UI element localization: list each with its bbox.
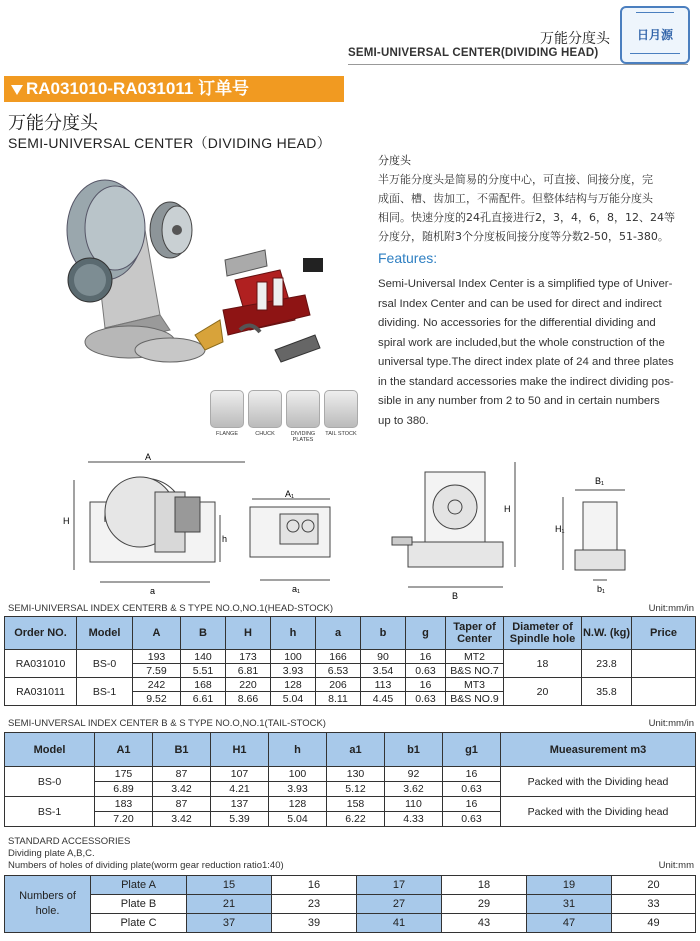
logo-decoration — [636, 12, 674, 16]
td: 166 — [316, 650, 361, 664]
table1-unit: Unit:mm/in — [648, 603, 694, 614]
table-row — [5, 650, 696, 664]
desc-cn-line: 成面、槽、齿加工，不需配件。但整体结构与万能分度头 — [378, 192, 653, 205]
th: a1 — [327, 733, 385, 767]
td: Packed with the Dividing head — [501, 797, 696, 827]
head-stock-drawing — [60, 452, 360, 602]
td: 6.53 — [316, 664, 361, 678]
th: N.W. (kg) — [582, 617, 632, 650]
td: 23.8 — [582, 650, 632, 678]
td: RA031010 — [5, 650, 77, 678]
brand-logo — [620, 6, 690, 64]
td: 39 — [272, 914, 357, 933]
desc-en-line: universal type.The direct index plate of 24 and three plates — [378, 356, 674, 368]
th: B1 — [153, 733, 211, 767]
table1-header-row — [5, 617, 696, 650]
th: Diameter of Spindle hole — [504, 617, 582, 650]
table2-header-row — [5, 733, 696, 767]
td: 4.45 — [361, 692, 406, 706]
td: 18 — [442, 876, 527, 895]
dim-label-B: B — [452, 591, 459, 601]
product-title-cn: 万能分度头 — [8, 113, 98, 134]
dim-label-h: h — [222, 534, 228, 544]
dim-label-H: H — [504, 504, 511, 514]
td: 4.33 — [385, 812, 443, 827]
td: 100 — [271, 650, 316, 664]
td: 175 — [95, 767, 153, 782]
table2-unit: Unit:mm/in — [648, 718, 694, 729]
flange-thumbnail — [210, 390, 244, 428]
td: 168 — [181, 678, 226, 692]
td: 20 — [612, 876, 696, 895]
table1-caption: SEMI-UNIVERSAL INDEX CENTERB & S TYPE NO.O,NO.1(HEAD-STOCK) — [8, 603, 333, 614]
desc-cn-line: 半万能分度头是简易的分度中心，可直接、间接分度，完 — [378, 173, 653, 186]
dim-label-a: a — [150, 586, 156, 596]
th: Model — [5, 733, 95, 767]
td: 3.93 — [271, 664, 316, 678]
th: A1 — [95, 733, 153, 767]
triangle-down-icon — [11, 85, 23, 95]
header-title-en: SEMI-UNIVERSAL CENTER(DIVIDING HEAD) — [348, 47, 599, 59]
td: 220 — [226, 678, 271, 692]
td: Plate C — [91, 914, 187, 933]
td: 3.42 — [153, 782, 211, 797]
desc-en-line: dividing. No accessories for the differential dividing and — [378, 317, 656, 329]
desc-cn-line: 相同。快速分度的24孔直接进行2，3，4，6，8，12、24等 — [378, 211, 675, 224]
table-row — [5, 876, 696, 895]
td: 3.62 — [385, 782, 443, 797]
td: 0.63 — [443, 812, 501, 827]
td: 20 — [504, 678, 582, 706]
dim-label-H1: H₁ — [555, 524, 565, 534]
dividing-plate-table — [4, 875, 696, 933]
td: 0.63 — [443, 782, 501, 797]
td: Plate B — [91, 895, 187, 914]
td: 0.63 — [406, 664, 446, 678]
th: h — [269, 733, 327, 767]
td — [632, 678, 696, 706]
tail-stock-table — [4, 732, 696, 827]
th: H — [226, 617, 271, 650]
td: 3.54 — [361, 664, 406, 678]
td: 31 — [527, 895, 612, 914]
accessories-unit: Unit:mm — [658, 860, 694, 871]
td: BS-0 — [77, 650, 133, 678]
td: 110 — [385, 797, 443, 812]
td: 113 — [361, 678, 406, 692]
td: 100 — [269, 767, 327, 782]
td: 87 — [153, 767, 211, 782]
td: 8.66 — [226, 692, 271, 706]
td: 130 — [327, 767, 385, 782]
accessories-line2: Numbers of holes of dividing plate(worm gear reduction ratio1:40) — [8, 860, 284, 871]
th: H1 — [211, 733, 269, 767]
thumb-label: DIVIDING PLATES — [290, 431, 316, 443]
th: g — [406, 617, 446, 650]
td: 29 — [442, 895, 527, 914]
td — [632, 650, 696, 678]
desc-cn-line: 分度分，随机附3个分度板间接分度等分数2-50，51-380。 — [378, 230, 669, 243]
td: 90 — [361, 650, 406, 664]
table2-caption: SEMI-UNVERSAL INDEX CENTER B & S TYPE NO.O,NO.1(TAIL-STOCK) — [8, 718, 326, 729]
head-stock-front-drawing — [380, 452, 520, 602]
accessories-title: STANDARD ACCESSORIES — [8, 836, 131, 847]
th: a — [316, 617, 361, 650]
td: 15 — [187, 876, 272, 895]
td: 16 — [272, 876, 357, 895]
td: 49 — [612, 914, 696, 933]
td: 92 — [385, 767, 443, 782]
dim-label-B1: B₁ — [595, 476, 605, 486]
header-divider — [348, 64, 688, 65]
th: b — [361, 617, 406, 650]
th: b1 — [385, 733, 443, 767]
td: 5.12 — [327, 782, 385, 797]
description-heading: 分度头 — [378, 154, 411, 167]
td: BS-1 — [5, 797, 95, 827]
description-cn — [378, 170, 690, 246]
table-row — [5, 895, 696, 914]
td: 6.61 — [181, 692, 226, 706]
td: 173 — [226, 650, 271, 664]
td: 128 — [271, 678, 316, 692]
td: 0.63 — [406, 692, 446, 706]
td: 47 — [527, 914, 612, 933]
tail-stock-front-drawing — [555, 452, 645, 602]
dim-label-a1: a₁ — [292, 584, 301, 594]
td: Plate A — [91, 876, 187, 895]
td: Packed with the Dividing head — [501, 767, 696, 797]
desc-en-line: spiral work are included,but the whole construction of the — [378, 336, 665, 349]
header-title-cn: 万能分度头 — [540, 31, 610, 47]
td: 3.42 — [153, 812, 211, 827]
order-banner-text: RA031010-RA031011 订单号 — [26, 79, 250, 98]
desc-en-line: rsal Index Center and can be used for direct and indirect — [378, 297, 662, 310]
td: 41 — [357, 914, 442, 933]
thumb-label: CHUCK — [255, 431, 275, 437]
dim-label-A: A — [145, 452, 152, 462]
chuck-thumbnail — [248, 390, 282, 428]
table-row — [5, 678, 696, 692]
td: B&S NO.9 — [446, 692, 504, 706]
td: 35.8 — [582, 678, 632, 706]
td: 6.81 — [226, 664, 271, 678]
logo-decoration — [630, 48, 680, 54]
dim-label-H: H — [63, 516, 70, 526]
th: Price — [632, 617, 696, 650]
td: 5.04 — [271, 692, 316, 706]
td: 6.89 — [95, 782, 153, 797]
thumb-label: TAIL STOCK — [325, 431, 357, 437]
table-row — [5, 767, 696, 782]
td: B&S NO.7 — [446, 664, 504, 678]
thumb-label: FLANGE — [215, 431, 238, 437]
td: 23 — [272, 895, 357, 914]
td: 33 — [612, 895, 696, 914]
accessories-line1: Dividing plate A,B,C. — [8, 848, 95, 859]
tail-stock-thumbnail — [324, 390, 358, 428]
th: g1 — [443, 733, 501, 767]
td: 8.11 — [316, 692, 361, 706]
td: 19 — [527, 876, 612, 895]
desc-en-line: in the standard accessories make the indirect dividing pos- — [378, 375, 674, 388]
td: MT2 — [446, 650, 504, 664]
td: 16 — [406, 650, 446, 664]
td: 5.39 — [211, 812, 269, 827]
td: 37 — [187, 914, 272, 933]
td: 6.22 — [327, 812, 385, 827]
desc-en-line: Semi-Universal Index Center is a simplified type of Univer- — [378, 278, 673, 290]
td: 5.04 — [269, 812, 327, 827]
table-row — [5, 797, 696, 812]
logo-text: 日月源 — [636, 28, 673, 42]
td: 21 — [187, 895, 272, 914]
td: 7.59 — [133, 664, 181, 678]
head-stock-table — [4, 616, 696, 706]
td: 16 — [406, 678, 446, 692]
td: 16 — [443, 767, 501, 782]
td: BS-0 — [5, 767, 95, 797]
order-banner — [4, 76, 344, 102]
td: 4.21 — [211, 782, 269, 797]
dividing-plates-thumbnail — [286, 390, 320, 428]
td: 107 — [211, 767, 269, 782]
td: 18 — [504, 650, 582, 678]
th: h — [271, 617, 316, 650]
td: 158 — [327, 797, 385, 812]
td: 16 — [443, 797, 501, 812]
features-heading: Features: — [378, 250, 438, 266]
td: 7.20 — [95, 812, 153, 827]
td: MT3 — [446, 678, 504, 692]
td: 206 — [316, 678, 361, 692]
th: Mueasurement m3 — [501, 733, 696, 767]
td: 87 — [153, 797, 211, 812]
td: 140 — [181, 650, 226, 664]
td: 183 — [95, 797, 153, 812]
th: Taper of Center — [446, 617, 504, 650]
th: A — [133, 617, 181, 650]
dim-label-A1: A₁ — [285, 489, 295, 499]
dim-label-b1: b₁ — [597, 584, 606, 594]
td: 193 — [133, 650, 181, 664]
accessory-thumbnails — [208, 390, 360, 442]
th: B — [181, 617, 226, 650]
th: Order NO. — [5, 617, 77, 650]
td: 242 — [133, 678, 181, 692]
product-title-en: SEMI-UNIVERSAL CENTER（DIVIDING HEAD） — [8, 135, 331, 151]
td: 17 — [357, 876, 442, 895]
td: 5.51 — [181, 664, 226, 678]
td: 137 — [211, 797, 269, 812]
td: RA031011 — [5, 678, 77, 706]
td: 128 — [269, 797, 327, 812]
desc-en-line: sible in any number from 2 to 50 and in certain numbers — [378, 395, 660, 407]
td: 43 — [442, 914, 527, 933]
td: 3.93 — [269, 782, 327, 797]
table-row — [5, 914, 696, 933]
th: Model — [77, 617, 133, 650]
td: BS-1 — [77, 678, 133, 706]
product-photo — [45, 170, 335, 385]
description-en — [378, 275, 690, 431]
td: 9.52 — [133, 692, 181, 706]
numbers-of-hole-label: Numbers of hole. — [5, 876, 91, 933]
td: 27 — [357, 895, 442, 914]
desc-en-line: up to 380. — [378, 414, 429, 427]
